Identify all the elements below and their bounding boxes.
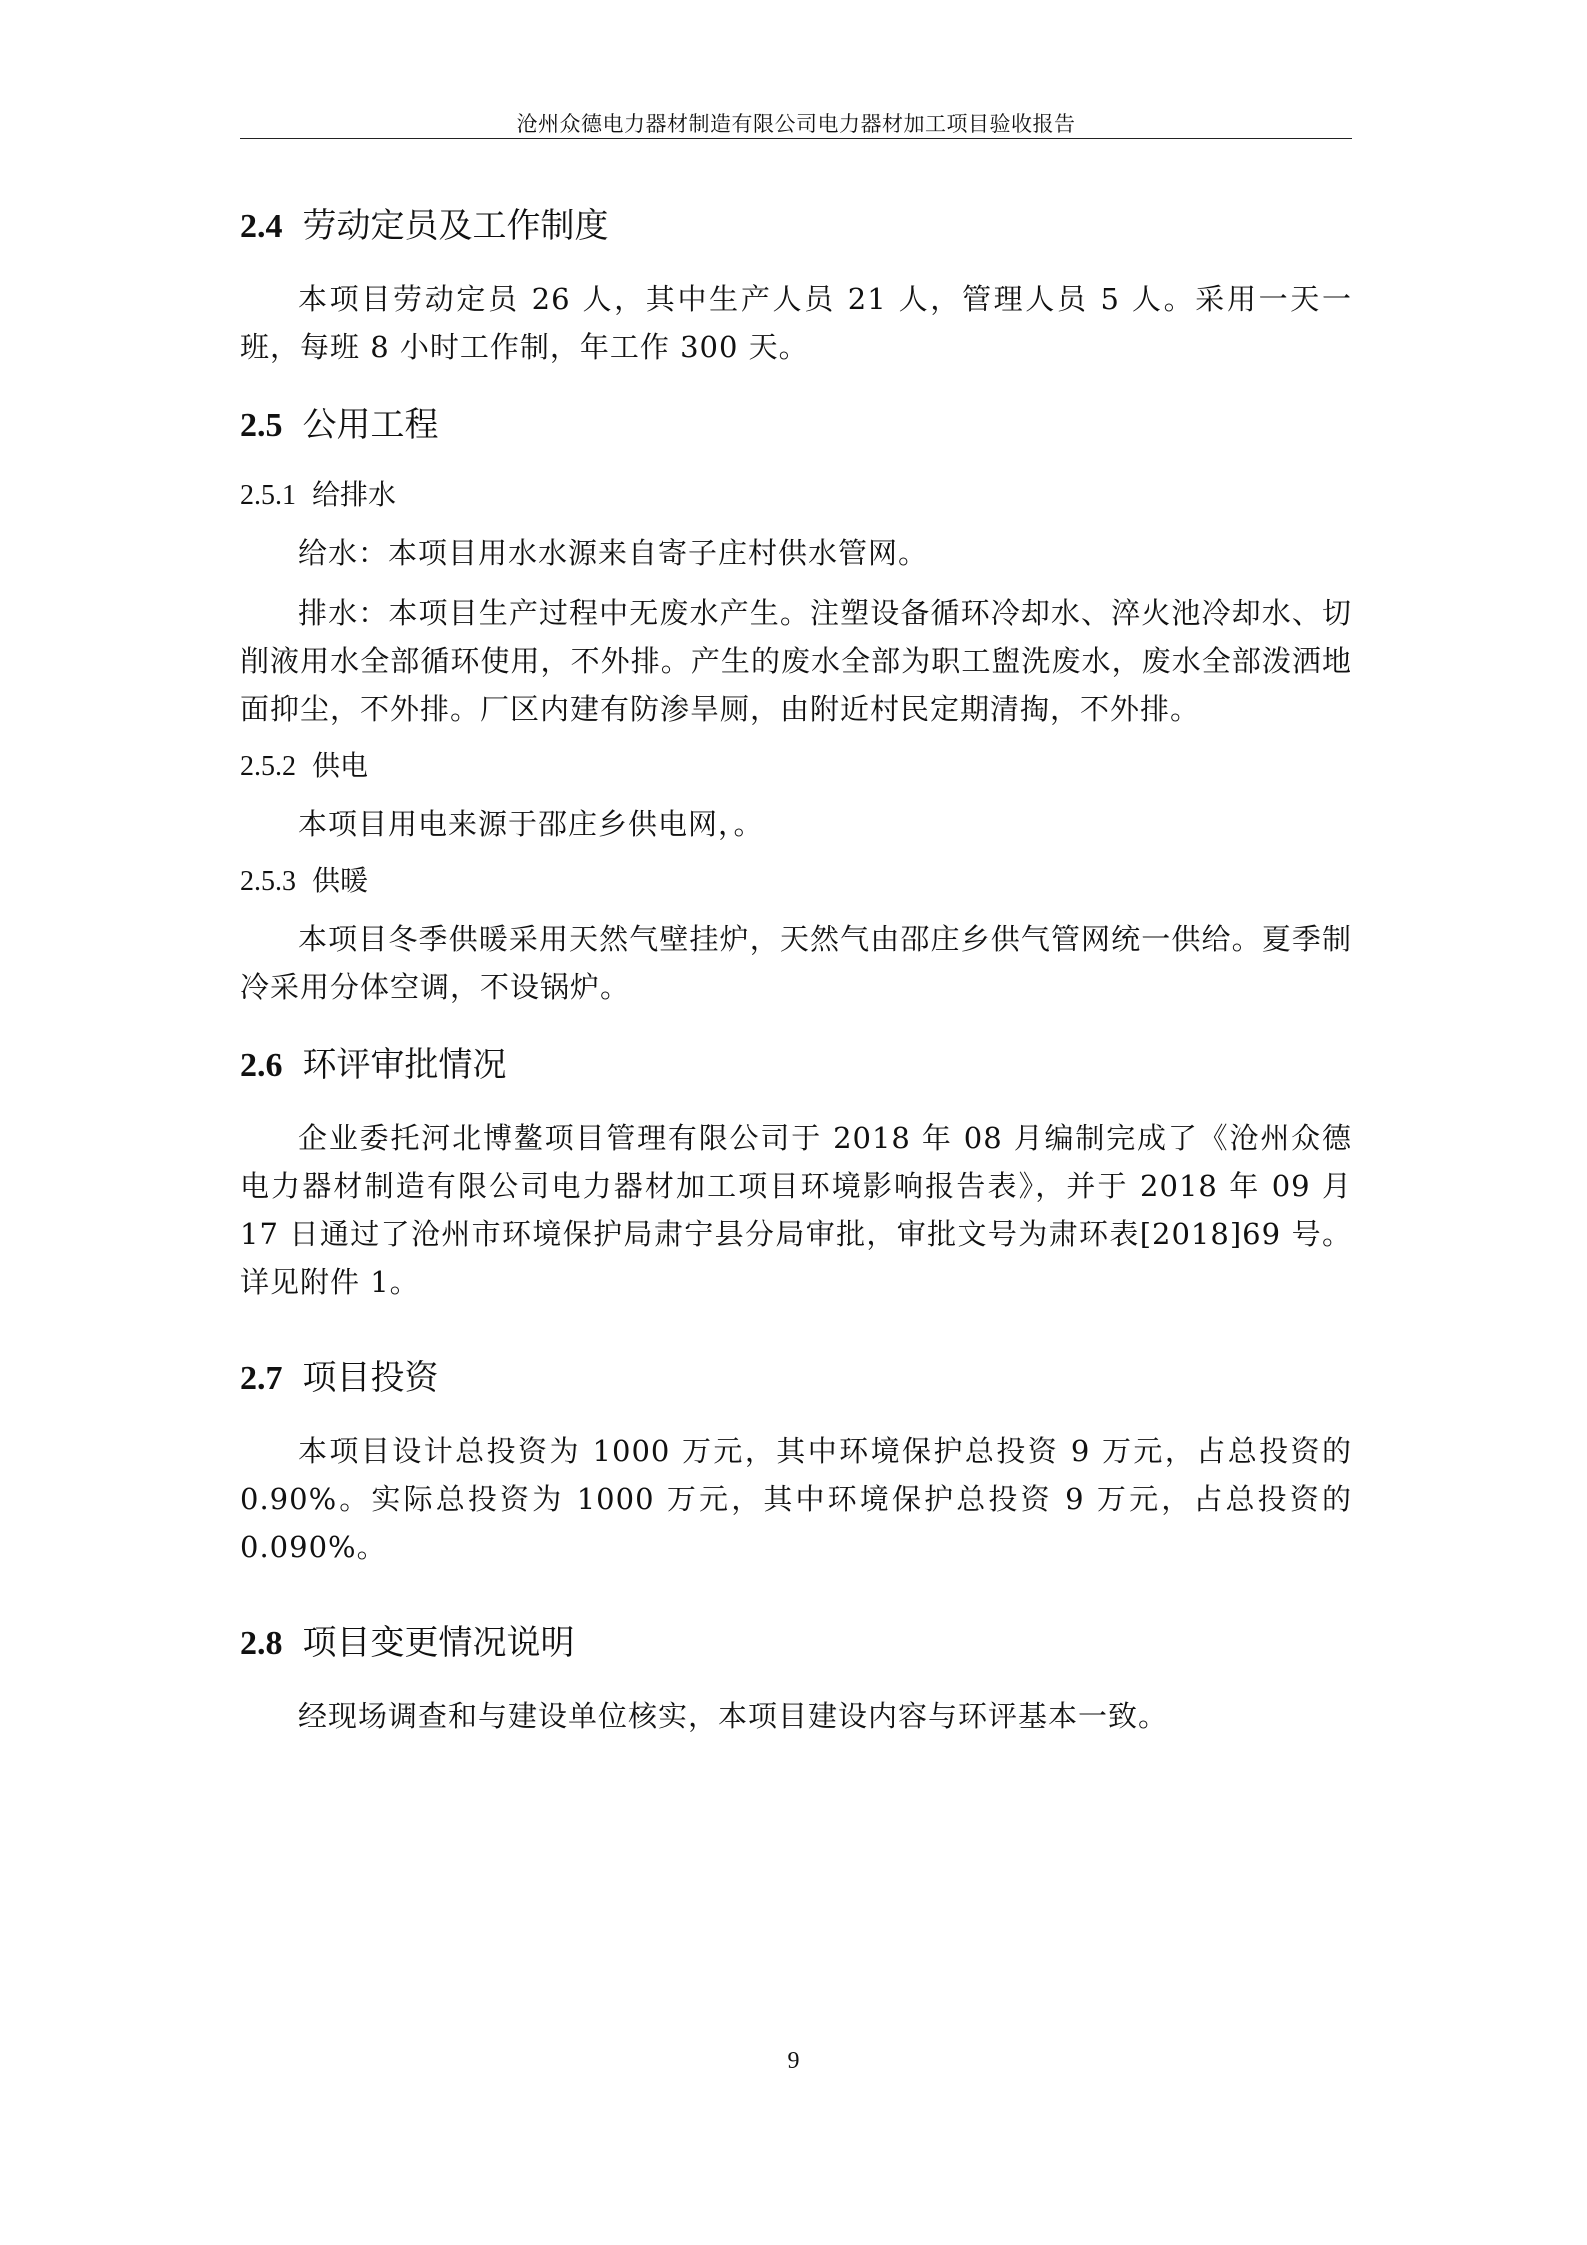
section-title: 项目投资 xyxy=(302,1358,439,1398)
section-title: 劳动定员及工作制度 xyxy=(302,206,609,246)
section-heading xyxy=(240,399,1352,452)
subsection-title: 供暖 xyxy=(312,864,369,897)
subsection-title: 供电 xyxy=(312,749,369,782)
page-header: 沧州众德电力器材制造有限公司电力器材加工项目验收报告 xyxy=(516,112,1076,136)
paragraph: 本项目冬季供暖采用天然气壁挂炉，天然气由邵庄乡供气管网统一供给。夏季制冷采用分体空调，不设锅炉。 xyxy=(240,922,1352,1004)
subsection-heading xyxy=(240,474,1352,517)
section-2-7 xyxy=(240,1352,1352,1571)
section-2-4 xyxy=(240,200,1352,371)
section-number: 2.6 xyxy=(240,1047,283,1084)
section-title: 环评审批情况 xyxy=(302,1045,507,1085)
paragraph: 企业委托河北博鳌项目管理有限公司于 2018 年 08 月编制完成了《沧州众德电力器材制造有限公司电力器材加工项目环境影响报告表》，并于 2018 年 09 月 17 日通过了沧州市环境保护局肃宁县分局审批，审批文号为肃环表[2018]69 号。详见附件 1。 xyxy=(240,1121,1352,1299)
subsection-number: 2.5.1 xyxy=(240,480,296,511)
subsection-number: 2.5.3 xyxy=(240,866,296,897)
subsection-heading xyxy=(240,745,1352,788)
paragraph: 排水：本项目生产过程中无废水产生。注塑设备循环冷却水、淬火池冷却水、切削液用水全部循环使用，不外排。产生的废水全部为职工盥洗废水，废水全部泼洒地面抑尘，不外排。厂区内建有防渗旱厕，由附近村民定期清掏，不外排。 xyxy=(240,596,1352,726)
section-heading xyxy=(240,200,1352,253)
section-title: 项目变更情况说明 xyxy=(302,1623,575,1663)
page-content xyxy=(240,200,1352,1752)
paragraph: 本项目劳动定员 26 人，其中生产人员 21 人，管理人员 5 人。采用一天一班，每班 8 小时工作制，年工作 300 天。 xyxy=(240,282,1352,364)
section-heading xyxy=(240,1617,1352,1670)
page-number: 9 xyxy=(787,2048,800,2074)
section-title: 公用工程 xyxy=(302,405,439,445)
section-number: 2.4 xyxy=(240,208,283,245)
paragraph: 本项目设计总投资为 1000 万元，其中环境保护总投资 9 万元，占总投资的 0.90%。实际总投资为 1000 万元，其中环境保护总投资 9 万元，占总投资的 0.090%。 xyxy=(240,1434,1352,1564)
section-heading xyxy=(240,1352,1352,1405)
subsection-heading xyxy=(240,860,1352,903)
section-2-8 xyxy=(240,1617,1352,1740)
paragraph: 经现场调查和与建设单位核实，本项目建设内容与环评基本一致。 xyxy=(298,1699,1169,1733)
section-heading xyxy=(240,1039,1352,1092)
subsection-title: 给排水 xyxy=(312,478,397,511)
section-2-5 xyxy=(240,399,1352,1011)
paragraph: 本项目用电来源于邵庄乡供电网，。 xyxy=(298,807,764,841)
subsection-number: 2.5.2 xyxy=(240,751,296,782)
section-number: 2.5 xyxy=(240,407,283,444)
section-2-6 xyxy=(240,1039,1352,1306)
paragraph: 给水：本项目用水水源来自寄子庄村供水管网。 xyxy=(298,536,929,570)
header-divider xyxy=(240,138,1352,139)
section-number: 2.7 xyxy=(240,1360,283,1397)
section-number: 2.8 xyxy=(240,1625,283,1662)
